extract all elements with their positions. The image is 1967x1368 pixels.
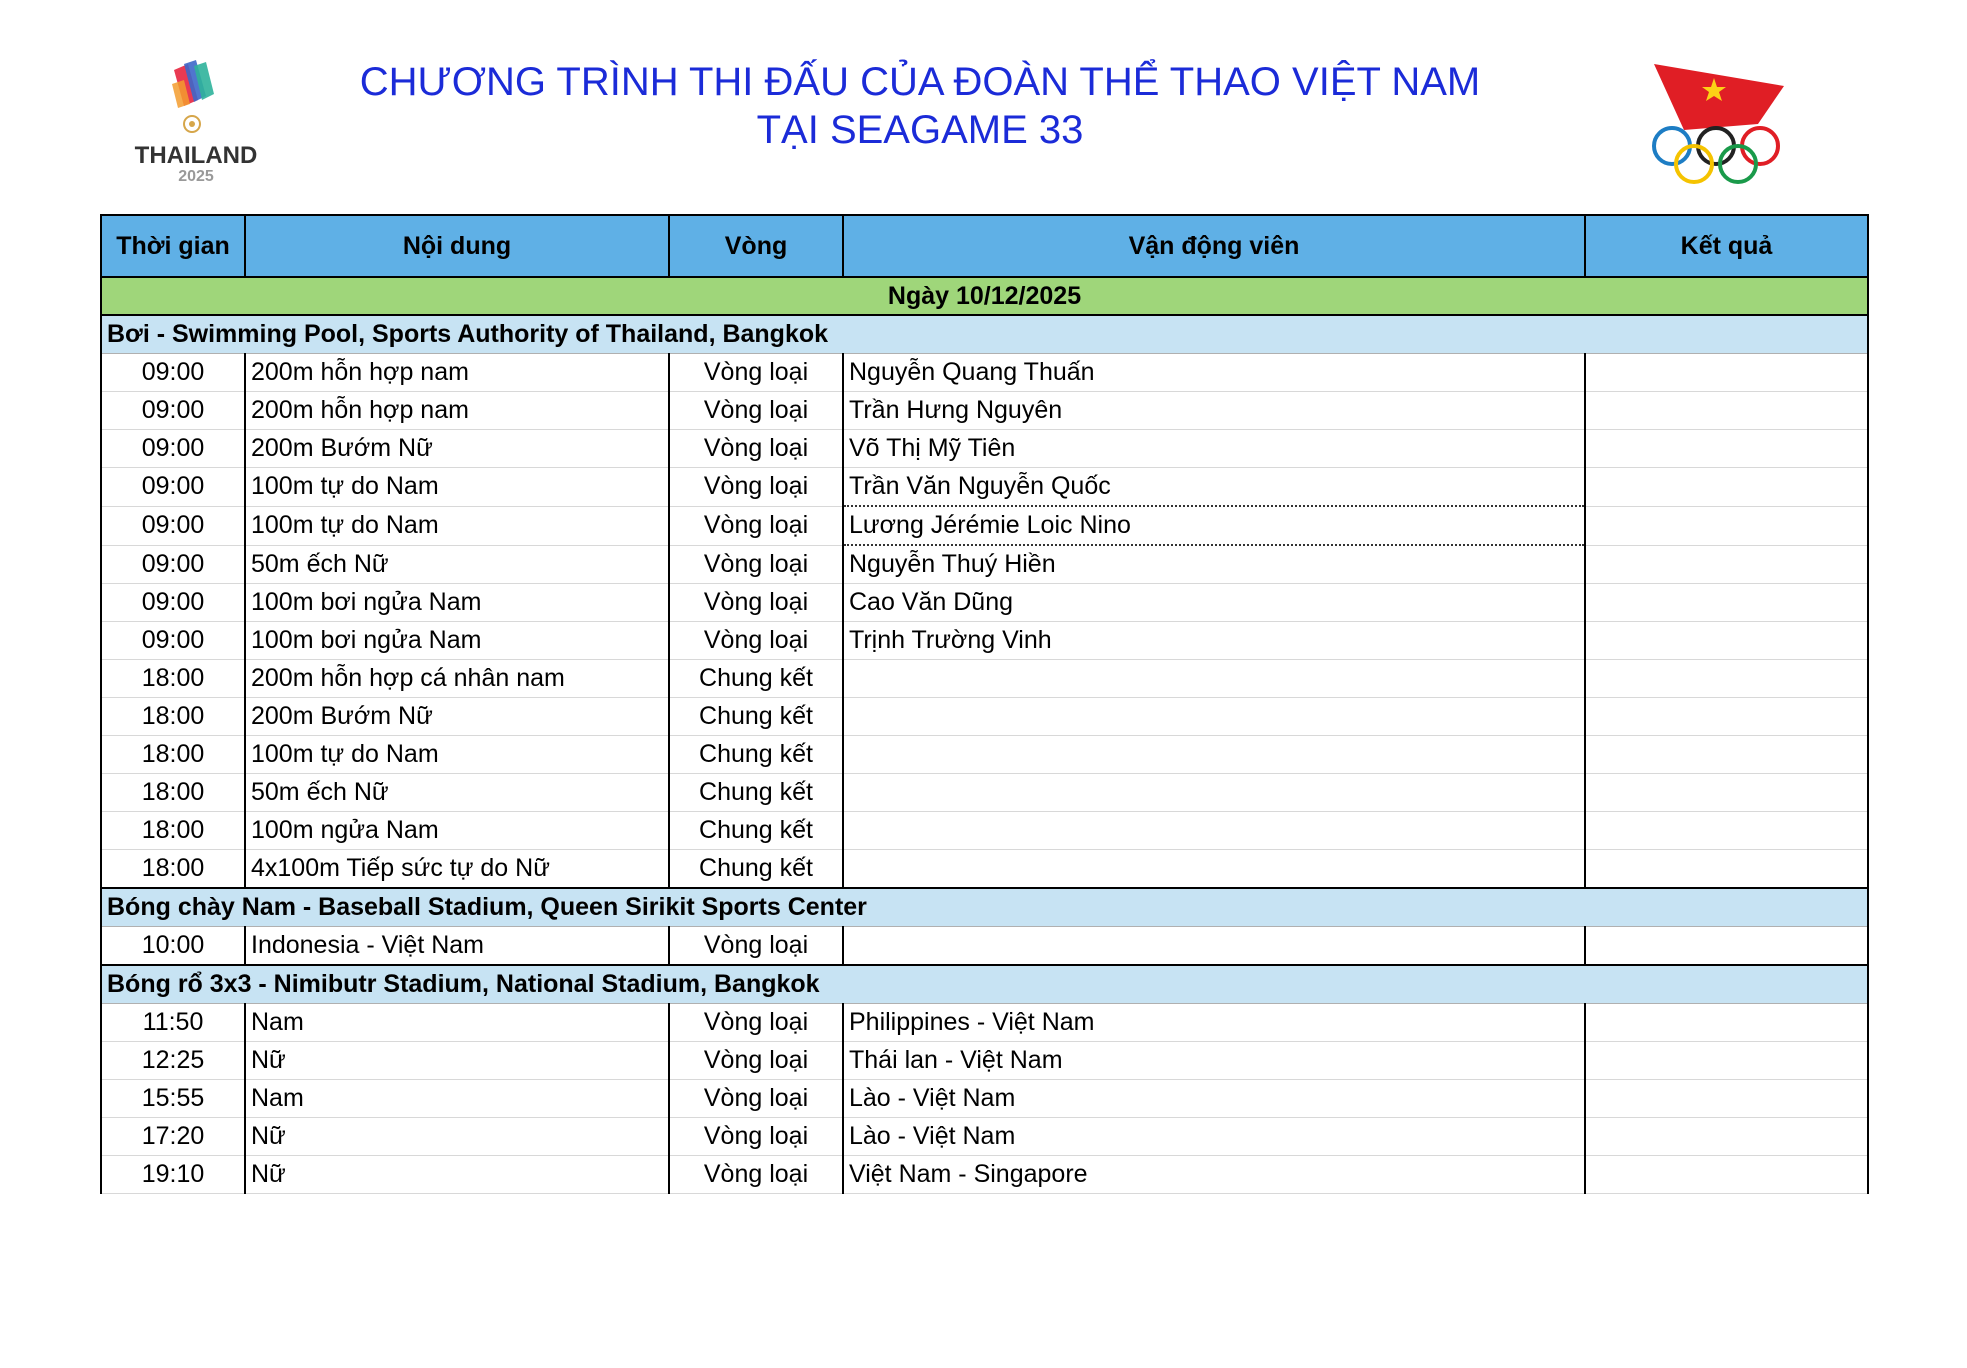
- cell-time: 17:20: [101, 1118, 245, 1156]
- table-row: [101, 698, 1868, 736]
- table-row: [101, 622, 1868, 660]
- cell-time: 09:00: [101, 392, 245, 430]
- cell-athlete: [843, 660, 1585, 698]
- section-row: [101, 888, 1868, 927]
- cell-time: 09:00: [101, 430, 245, 468]
- page-title: [300, 58, 1540, 154]
- cell-time: 18:00: [101, 736, 245, 774]
- cell-time: 09:00: [101, 622, 245, 660]
- cell-time: 09:00: [101, 468, 245, 507]
- table-row: [101, 1042, 1868, 1080]
- cell-result: [1585, 1004, 1868, 1042]
- cell-round: Vòng loại: [669, 1080, 843, 1118]
- cell-event: Nữ: [245, 1156, 669, 1194]
- cell-event: 100m tự do Nam: [245, 506, 669, 545]
- page-title-line1: CHƯƠNG TRÌNH THI ĐẤU CỦA ĐOÀN THỂ THAO VIỆT NAM: [359, 60, 1481, 104]
- cell-result: [1585, 430, 1868, 468]
- cell-event: 100m bơi ngửa Nam: [245, 622, 669, 660]
- cell-event: 200m Bướm Nữ: [245, 430, 669, 468]
- table-row: [101, 392, 1868, 430]
- cell-event: 200m hỗn hợp nam: [245, 354, 669, 392]
- cell-athlete: [843, 774, 1585, 812]
- cell-event: 4x100m Tiếp sức tự do Nữ: [245, 850, 669, 889]
- cell-event: 200m Bướm Nữ: [245, 698, 669, 736]
- cell-result: [1585, 392, 1868, 430]
- cell-athlete: Nguyễn Thuý Hiền: [843, 545, 1585, 584]
- cell-round: Vòng loại: [669, 927, 843, 966]
- cell-athlete: [843, 698, 1585, 736]
- cell-round: Vòng loại: [669, 1004, 843, 1042]
- table-row: [101, 354, 1868, 392]
- cell-time: 18:00: [101, 660, 245, 698]
- cell-event: 100m tự do Nam: [245, 736, 669, 774]
- cell-result: [1585, 506, 1868, 545]
- cell-result: [1585, 736, 1868, 774]
- logo-year: 2025: [178, 168, 214, 185]
- cell-result: [1585, 1042, 1868, 1080]
- cell-event: 100m ngửa Nam: [245, 812, 669, 850]
- vietnam-olympic-committee-logo-icon: [1644, 60, 1794, 190]
- cell-athlete: Trần Văn Nguyễn Quốc: [843, 468, 1585, 507]
- section-title: Bóng rổ 3x3 - Nimibutr Stadium, National Stadium, Bangkok: [101, 965, 1868, 1004]
- cell-time: 09:00: [101, 506, 245, 545]
- cell-result: [1585, 1080, 1868, 1118]
- table-row: [101, 812, 1868, 850]
- day-label: Ngày 10/12/2025: [101, 277, 1868, 315]
- cell-event: 200m hỗn hợp nam: [245, 392, 669, 430]
- cell-time: 09:00: [101, 584, 245, 622]
- cell-athlete: Philippines - Việt Nam: [843, 1004, 1585, 1042]
- cell-round: Vòng loại: [669, 392, 843, 430]
- schedule-table: [100, 214, 1869, 1194]
- column-header-result: Kết quả: [1585, 215, 1868, 277]
- sea-games-2025-logo-icon: [168, 60, 224, 140]
- cell-event: Indonesia - Việt Nam: [245, 927, 669, 966]
- cell-athlete: [843, 927, 1585, 966]
- cell-round: Chung kết: [669, 660, 843, 698]
- table-row: [101, 506, 1868, 545]
- vietnam-olympic-logo: [1644, 60, 1794, 190]
- table-row: [101, 468, 1868, 507]
- cell-time: 09:00: [101, 354, 245, 392]
- cell-round: Vòng loại: [669, 584, 843, 622]
- section-title: Bơi - Swimming Pool, Sports Authority of Thailand, Bangkok: [101, 315, 1868, 354]
- day-row: [101, 277, 1868, 315]
- cell-event: 50m ếch Nữ: [245, 774, 669, 812]
- cell-result: [1585, 468, 1868, 507]
- cell-round: Chung kết: [669, 774, 843, 812]
- table-row: [101, 1080, 1868, 1118]
- column-header-event: Nội dung: [245, 215, 669, 277]
- cell-time: 18:00: [101, 812, 245, 850]
- cell-athlete: Nguyễn Quang Thuấn: [843, 354, 1585, 392]
- table-row: [101, 1118, 1868, 1156]
- column-header-athlete: Vận động viên: [843, 215, 1585, 277]
- table-row: [101, 850, 1868, 889]
- cell-time: 18:00: [101, 850, 245, 889]
- table-row: [101, 1004, 1868, 1042]
- cell-round: Chung kết: [669, 698, 843, 736]
- cell-time: 18:00: [101, 774, 245, 812]
- column-header-time: Thời gian: [101, 215, 245, 277]
- cell-round: Vòng loại: [669, 545, 843, 584]
- cell-result: [1585, 584, 1868, 622]
- cell-time: 11:50: [101, 1004, 245, 1042]
- cell-round: Vòng loại: [669, 430, 843, 468]
- logo-word: THAILAND: [134, 142, 258, 169]
- cell-athlete: Trần Hưng Nguyên: [843, 392, 1585, 430]
- cell-athlete: Trịnh Trường Vinh: [843, 622, 1585, 660]
- table-row: [101, 545, 1868, 584]
- cell-athlete: Võ Thị Mỹ Tiên: [843, 430, 1585, 468]
- cell-result: [1585, 1156, 1868, 1194]
- schedule-body: [101, 277, 1868, 1194]
- cell-athlete: Thái lan - Việt Nam: [843, 1042, 1585, 1080]
- table-header-row: [101, 215, 1868, 277]
- table-row: [101, 584, 1868, 622]
- page-header: [0, 0, 1967, 200]
- sea-games-logo: [120, 60, 280, 190]
- cell-round: Vòng loại: [669, 354, 843, 392]
- cell-event: 200m hỗn hợp cá nhân nam: [245, 660, 669, 698]
- cell-result: [1585, 354, 1868, 392]
- section-row: [101, 965, 1868, 1004]
- table-row: [101, 774, 1868, 812]
- cell-round: Vòng loại: [669, 1156, 843, 1194]
- cell-time: 15:55: [101, 1080, 245, 1118]
- cell-result: [1585, 1118, 1868, 1156]
- cell-time: 10:00: [101, 927, 245, 966]
- section-row: [101, 315, 1868, 354]
- table-row: [101, 660, 1868, 698]
- cell-result: [1585, 660, 1868, 698]
- cell-event: Nữ: [245, 1118, 669, 1156]
- table-row: [101, 927, 1868, 966]
- cell-round: Vòng loại: [669, 1118, 843, 1156]
- cell-result: [1585, 927, 1868, 966]
- cell-event: 100m tự do Nam: [245, 468, 669, 507]
- cell-athlete: Lào - Việt Nam: [843, 1080, 1585, 1118]
- table-row: [101, 1156, 1868, 1194]
- table-row: [101, 736, 1868, 774]
- page-title-line2: TẠI SEAGAME 33: [756, 108, 1084, 152]
- cell-athlete: Lương Jérémie Loic Nino: [843, 506, 1585, 545]
- cell-time: 18:00: [101, 698, 245, 736]
- cell-round: Vòng loại: [669, 622, 843, 660]
- cell-event: Nam: [245, 1080, 669, 1118]
- cell-time: 12:25: [101, 1042, 245, 1080]
- cell-athlete: Lào - Việt Nam: [843, 1118, 1585, 1156]
- cell-round: Vòng loại: [669, 1042, 843, 1080]
- section-title: Bóng chày Nam - Baseball Stadium, Queen Sirikit Sports Center: [101, 888, 1868, 927]
- cell-round: Chung kết: [669, 812, 843, 850]
- cell-athlete: [843, 850, 1585, 889]
- cell-time: 09:00: [101, 545, 245, 584]
- cell-event: Nam: [245, 1004, 669, 1042]
- cell-result: [1585, 698, 1868, 736]
- cell-result: [1585, 545, 1868, 584]
- column-header-round: Vòng: [669, 215, 843, 277]
- cell-event: 50m ếch Nữ: [245, 545, 669, 584]
- cell-time: 19:10: [101, 1156, 245, 1194]
- cell-round: Vòng loại: [669, 468, 843, 507]
- cell-result: [1585, 622, 1868, 660]
- cell-athlete: Cao Văn Dũng: [843, 584, 1585, 622]
- cell-athlete: [843, 812, 1585, 850]
- cell-round: Chung kết: [669, 736, 843, 774]
- cell-result: [1585, 812, 1868, 850]
- cell-round: Chung kết: [669, 850, 843, 889]
- cell-athlete: Việt Nam - Singapore: [843, 1156, 1585, 1194]
- cell-athlete: [843, 736, 1585, 774]
- cell-round: Vòng loại: [669, 506, 843, 545]
- table-row: [101, 430, 1868, 468]
- cell-result: [1585, 774, 1868, 812]
- cell-result: [1585, 850, 1868, 889]
- cell-event: Nữ: [245, 1042, 669, 1080]
- cell-event: 100m bơi ngửa Nam: [245, 584, 669, 622]
